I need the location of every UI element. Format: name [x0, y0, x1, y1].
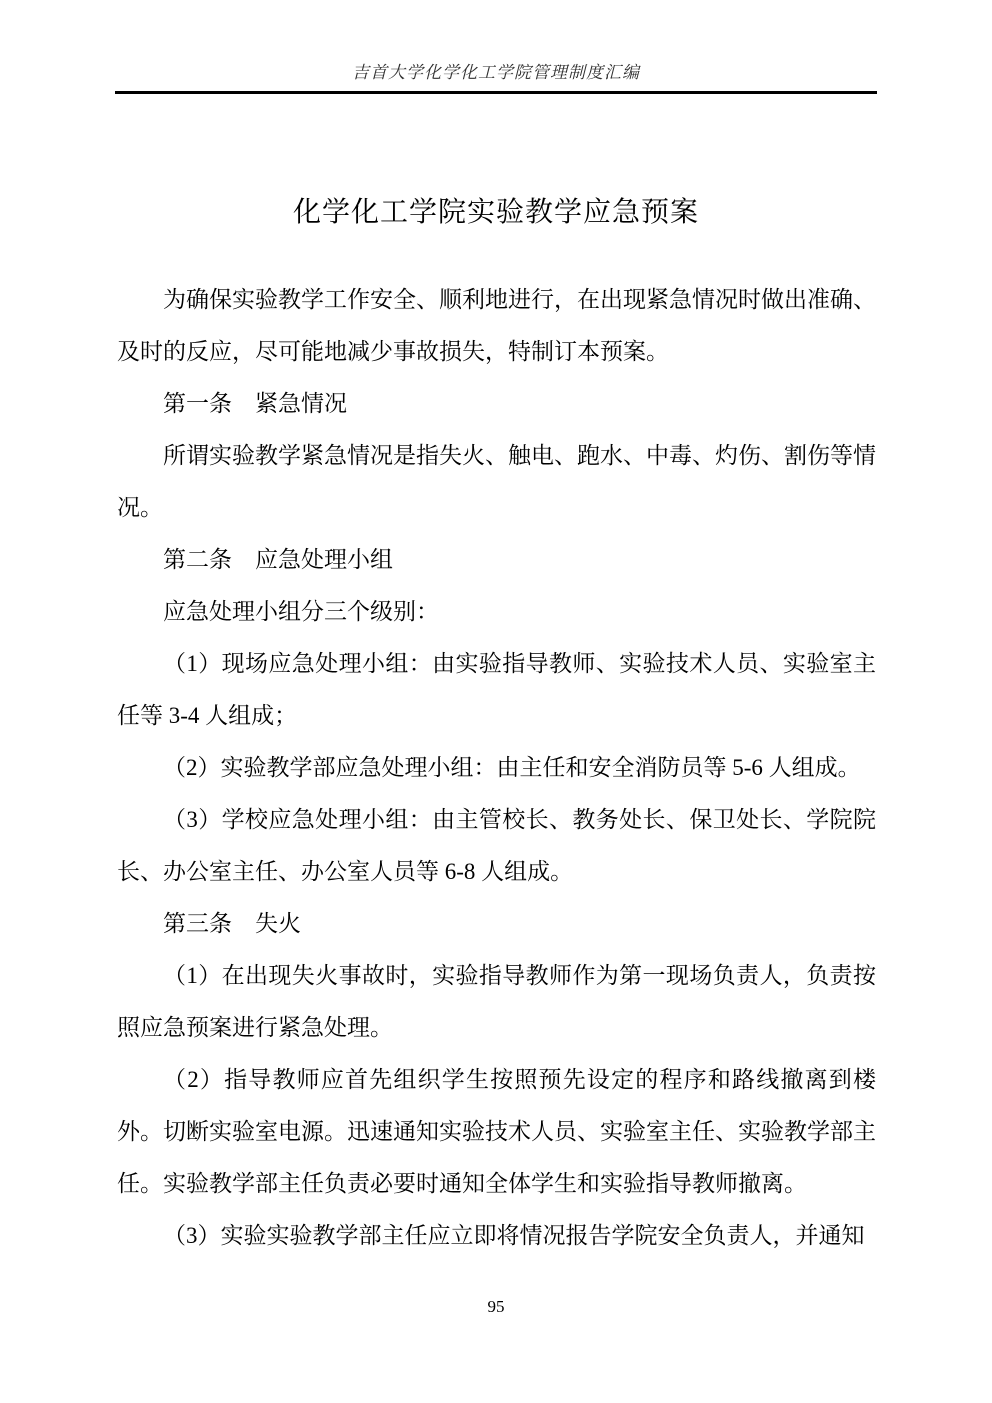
- page-number: 95: [487, 1297, 505, 1316]
- paragraph-fire-1: （1）在出现失火事故时，实验指导教师作为第一现场负责人，负责按照应急预案进行紧急处理。: [117, 963, 876, 1040]
- heading-article-1: 第一条 紧急情况: [163, 391, 347, 416]
- heading-article-2: 第二条 应急处理小组: [163, 547, 393, 572]
- paragraph-level-1: （1）现场应急处理小组：由实验指导教师、实验技术人员、实验室主任等 3-4 人组成；: [117, 651, 876, 728]
- heading-article-3: 第三条 失火: [163, 911, 301, 936]
- paragraph-intro: 为确保实验教学工作安全、顺利地进行，在出现紧急情况时做出准确、及时的反应，尽可能地减少事故损失，特制订本预案。: [117, 287, 876, 364]
- paragraph-levels-intro: 应急处理小组分三个级别：: [163, 599, 439, 624]
- document-body: [117, 274, 876, 1262]
- page-header-title: 吉首大学化学化工学院管理制度汇编: [352, 63, 640, 82]
- paragraph-level-2: （2）实验教学部应急处理小组：由主任和安全消防员等 5-6 人组成。: [163, 755, 861, 780]
- paragraph-fire-2: （2）指导教师应首先组织学生按照预先设定的程序和路线撤离到楼外。切断实验室电源。迅速通知实验技术人员、实验室主任、实验教学部主任。实验教学部主任负责必要时通知全体学生和实验指导教师撤离。: [117, 1067, 876, 1196]
- paragraph-level-3: （3）学校应急处理小组：由主管校长、教务处长、保卫处长、学院院长、办公室主任、办公室人员等 6-8 人组成。: [117, 807, 876, 884]
- paragraph-article-1: 所谓实验教学紧急情况是指失火、触电、跑水、中毒、灼伤、割伤等情况。: [117, 443, 876, 520]
- header-rule: [115, 91, 877, 94]
- paragraph-fire-3: （3）实验实验教学部主任应立即将情况报告学院安全负责人，并通知: [163, 1223, 865, 1248]
- document-title: 化学化工学院实验教学应急预案: [292, 196, 699, 228]
